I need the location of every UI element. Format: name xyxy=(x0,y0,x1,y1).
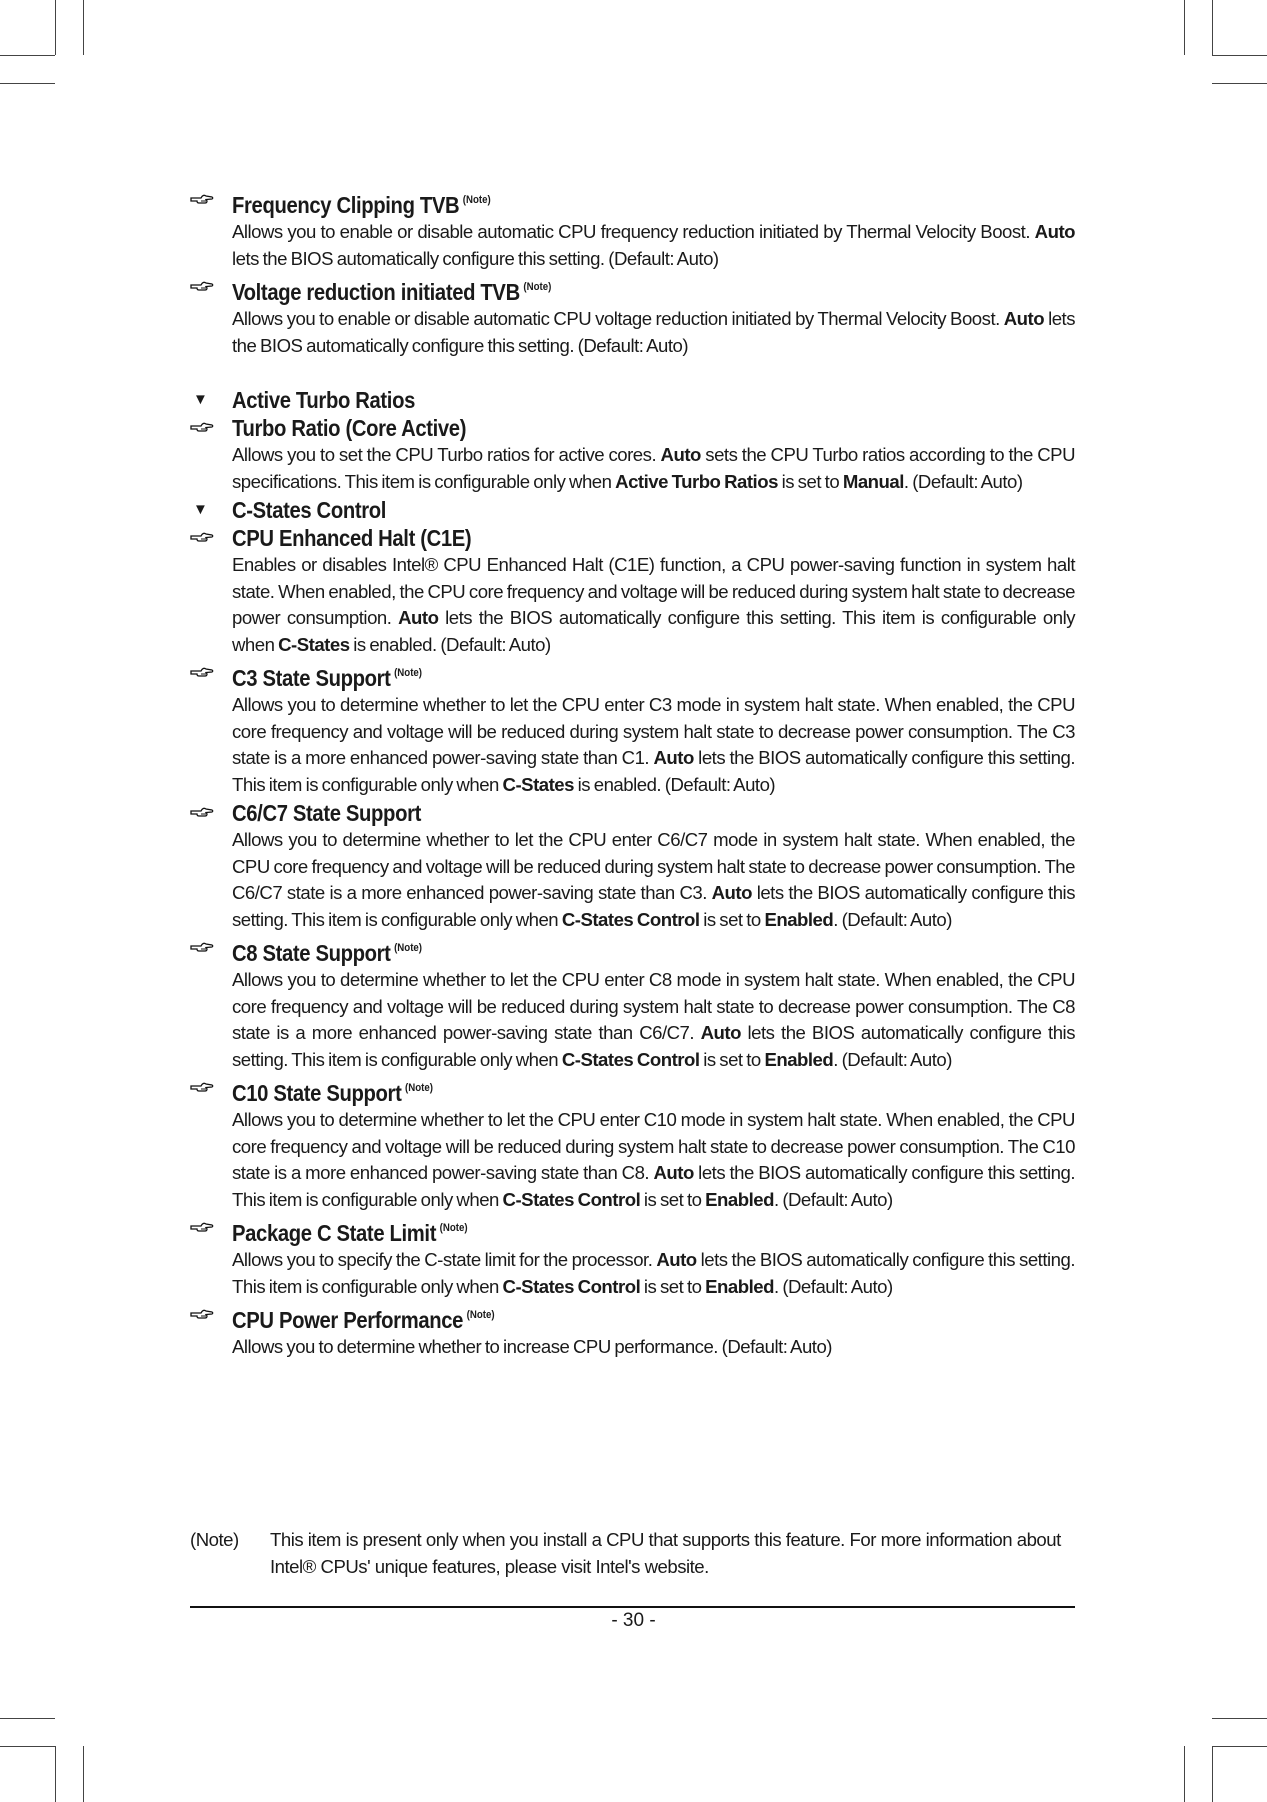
crop-mark xyxy=(0,83,55,84)
option-entry xyxy=(190,273,1075,359)
crop-mark xyxy=(1212,1718,1267,1719)
description-text: lets the BIOS automatically configure this setting. This item is configurable only when xyxy=(232,1162,1075,1210)
option-title xyxy=(232,1214,974,1247)
option-title xyxy=(232,659,974,692)
pointing-hand-icon xyxy=(190,279,214,293)
crop-mark xyxy=(55,1746,56,1802)
description-text: lets the BIOS automatically configure this setting. This item is configurable only when xyxy=(232,882,1075,930)
bold-term: Auto xyxy=(653,1162,694,1183)
option-description xyxy=(232,1334,1075,1361)
bold-term: Auto xyxy=(1034,221,1075,242)
pointing-hand-icon xyxy=(190,665,214,679)
title-text: CPU Enhanced Halt (C1E) xyxy=(232,525,472,551)
bold-term: Manual xyxy=(842,470,904,492)
option-description xyxy=(232,552,1075,658)
description-text: Allows you to determine whether to let the CPU enter C3 mode in system halt state. When enabled, the CPU core frequency and voltage will be reduced during system halt state to decrease power consumption. The C3 state is a more enhanced power-saving state than C1. xyxy=(232,694,1075,768)
bold-term: C-States Control xyxy=(561,1048,700,1070)
footnote-text: This item is present only when you install a CPU that supports this feature. For more information about Intel® CPUs' unique features, please visit Intel's website. xyxy=(270,1529,1061,1577)
option-description xyxy=(232,692,1075,798)
section-title xyxy=(232,386,974,414)
description-text: lets the BIOS automatically configure this setting. This item is configurable only when xyxy=(232,747,1075,795)
option-description xyxy=(232,827,1075,933)
pointing-hand-icon xyxy=(190,420,214,434)
footnote xyxy=(190,1527,1075,1580)
section-heading xyxy=(190,386,1075,414)
bold-term: Auto xyxy=(1003,308,1045,329)
manual-content xyxy=(190,186,1075,1362)
option-description xyxy=(232,1247,1075,1300)
option-description xyxy=(232,442,1075,495)
title-text: Turbo Ratio (Core Active) xyxy=(232,415,467,441)
footnote-label: (Note) xyxy=(190,1529,239,1550)
title-text: CPU Power Performance xyxy=(232,1307,464,1333)
description-text: is enabled. (Default: Auto) xyxy=(349,633,551,655)
crop-mark xyxy=(83,0,84,55)
description-text: is set to xyxy=(640,1188,706,1210)
bold-term: Enabled xyxy=(705,1275,774,1297)
crop-mark xyxy=(1212,83,1267,84)
description-text: Allows you to determine whether to let the CPU enter C8 mode in system halt state. When enabled, the CPU core frequency and voltage will be reduced during system halt state to decrease power consumption. The C8 state is a more enhanced power-saving state than C6/C7. xyxy=(232,969,1075,1043)
option-entry xyxy=(190,799,1075,933)
bold-term: Auto xyxy=(656,1249,697,1270)
note-marker: (Note) xyxy=(394,667,423,679)
note-marker: (Note) xyxy=(394,942,423,954)
note-marker: (Note) xyxy=(462,194,491,206)
crop-mark xyxy=(55,0,56,55)
option-title xyxy=(232,273,974,306)
option-entry xyxy=(190,659,1075,798)
option-entry xyxy=(190,1074,1075,1213)
title-text: Frequency Clipping TVB xyxy=(232,192,460,218)
description-text: . (Default: Auto) xyxy=(833,908,952,930)
description-text: Allows you to enable or disable automatic CPU voltage reduction initiated by Thermal Velocity Boost. xyxy=(232,308,1004,329)
option-title xyxy=(232,1074,974,1107)
description-text: is set to xyxy=(640,1275,706,1297)
description-text: Allows you to specify the C-state limit for the processor. xyxy=(232,1249,657,1270)
bold-term: C-States xyxy=(278,633,350,655)
bold-term: Enabled xyxy=(705,1188,774,1210)
note-marker: (Note) xyxy=(523,281,552,293)
crop-mark xyxy=(83,1746,84,1802)
description-text: lets the BIOS automatically configure this setting. (Default: Auto) xyxy=(232,308,1075,356)
bold-term: Auto xyxy=(711,882,752,903)
title-text: C3 State Support xyxy=(232,665,391,691)
pointing-hand-icon xyxy=(190,805,214,819)
note-marker: (Note) xyxy=(404,1082,433,1094)
description-text: Allows you to enable or disable automatic CPU frequency reduction initiated by Thermal Velocity Boost. xyxy=(232,221,1035,242)
option-title xyxy=(232,1301,974,1334)
title-text: C10 State Support xyxy=(232,1080,402,1106)
crop-mark xyxy=(1212,0,1213,55)
title-text: C8 State Support xyxy=(232,940,391,966)
title-text: C6/C7 State Support xyxy=(232,800,421,826)
title-text: Voltage reduction initiated TVB xyxy=(232,279,520,305)
bold-term: C-States Control xyxy=(561,908,700,930)
crop-mark xyxy=(1184,1746,1185,1802)
option-entry xyxy=(190,1214,1075,1300)
option-title xyxy=(232,414,974,442)
pointing-hand-icon xyxy=(190,1307,214,1321)
footer-rule xyxy=(190,1606,1075,1608)
crop-mark xyxy=(0,55,55,56)
down-triangle-icon: ▼ xyxy=(193,501,208,518)
bold-term: Enabled xyxy=(764,1048,834,1070)
description-text: lets the BIOS automatically configure this setting. This item is configurable only when xyxy=(232,1022,1075,1070)
page-number: - 30 - xyxy=(611,1610,656,1631)
title-text: Package C State Limit xyxy=(232,1220,437,1246)
description-text: . (Default: Auto) xyxy=(903,470,1023,492)
description-text: Enables or disables Intel® CPU Enhanced Halt (C1E) function, a CPU power-saving function in system halt state. When enabled, the CPU core frequency and voltage will be reduced during system halt state to decrease power consumption. xyxy=(232,554,1075,628)
pointing-hand-icon xyxy=(190,530,214,544)
option-entry xyxy=(190,524,1075,658)
down-triangle-icon: ▼ xyxy=(193,391,208,408)
note-marker: (Note) xyxy=(466,1309,495,1321)
bold-term: C-States Control xyxy=(502,1188,641,1210)
description-text: is set to xyxy=(699,908,765,930)
bold-term: Enabled xyxy=(764,908,834,930)
description-text: lets the BIOS automatically configure this setting. This item is configurable only when xyxy=(232,607,1075,655)
title-text: Active Turbo Ratios xyxy=(232,387,415,413)
description-text: Allows you to determine whether to let the CPU enter C6/C7 mode in system halt state. When enabled, the CPU core frequency and voltage will be reduced during system halt state to decrease power consumption. The C6/C7 state is a more enhanced power-saving state than C3. xyxy=(232,829,1075,903)
title-text: C-States Control xyxy=(232,497,387,523)
option-entry xyxy=(190,186,1075,272)
option-entry xyxy=(190,414,1075,495)
option-title xyxy=(232,186,974,219)
bold-term: Auto xyxy=(398,607,439,628)
section-gap xyxy=(190,360,1075,386)
pointing-hand-icon xyxy=(190,940,214,954)
crop-mark xyxy=(1184,0,1185,55)
section-heading xyxy=(190,496,1075,524)
description-text: Allows you to determine whether to increase CPU performance. (Default: Auto) xyxy=(232,1336,832,1357)
option-description xyxy=(232,306,1075,359)
option-entry xyxy=(190,1301,1075,1361)
pointing-hand-icon xyxy=(190,1080,214,1094)
crop-mark xyxy=(1212,1746,1213,1802)
option-description xyxy=(232,1107,1075,1213)
description-text: is set to xyxy=(699,1048,765,1070)
option-title xyxy=(232,799,974,827)
option-description xyxy=(232,967,1075,1073)
pointing-hand-icon xyxy=(190,192,214,206)
crop-mark xyxy=(0,1718,55,1719)
pointing-hand-icon xyxy=(190,1220,214,1234)
bold-term: Auto xyxy=(700,1022,741,1043)
crop-mark xyxy=(0,1746,55,1747)
option-entry xyxy=(190,934,1075,1073)
description-text: lets the BIOS automatically configure this setting. (Default: Auto) xyxy=(232,247,719,269)
option-description xyxy=(232,219,1075,272)
description-text: Allows you to determine whether to let the CPU enter C10 mode in system halt state. When enabled, the CPU core frequency and voltage will be reduced during system halt state to decrease power consumption. The C10 state is a more enhanced power-saving state than C8. xyxy=(232,1109,1075,1183)
bold-term: Active Turbo Ratios xyxy=(615,470,778,492)
description-text: is enabled. (Default: Auto) xyxy=(573,773,776,795)
description-text: . (Default: Auto) xyxy=(833,1048,952,1070)
option-title xyxy=(232,524,974,552)
description-text: lets the BIOS automatically configure this setting. This item is configurable only when xyxy=(232,1249,1075,1297)
description-text: Allows you to set the CPU Turbo ratios for active cores. xyxy=(232,444,661,465)
description-text: sets the CPU Turbo ratios according to the CPU specifications. This item is configurable only when xyxy=(232,444,1075,492)
crop-mark xyxy=(1212,1746,1267,1747)
note-marker: (Note) xyxy=(439,1222,468,1234)
crop-mark xyxy=(1212,55,1267,56)
bold-term: Auto xyxy=(660,444,701,465)
bold-term: C-States xyxy=(502,773,574,795)
section-title xyxy=(232,496,974,524)
option-title xyxy=(232,934,974,967)
description-text: . (Default: Auto) xyxy=(773,1275,893,1297)
bold-term: Auto xyxy=(653,747,694,768)
bold-term: C-States Control xyxy=(502,1275,641,1297)
description-text: is set to xyxy=(777,470,843,492)
description-text: . (Default: Auto) xyxy=(773,1188,893,1210)
